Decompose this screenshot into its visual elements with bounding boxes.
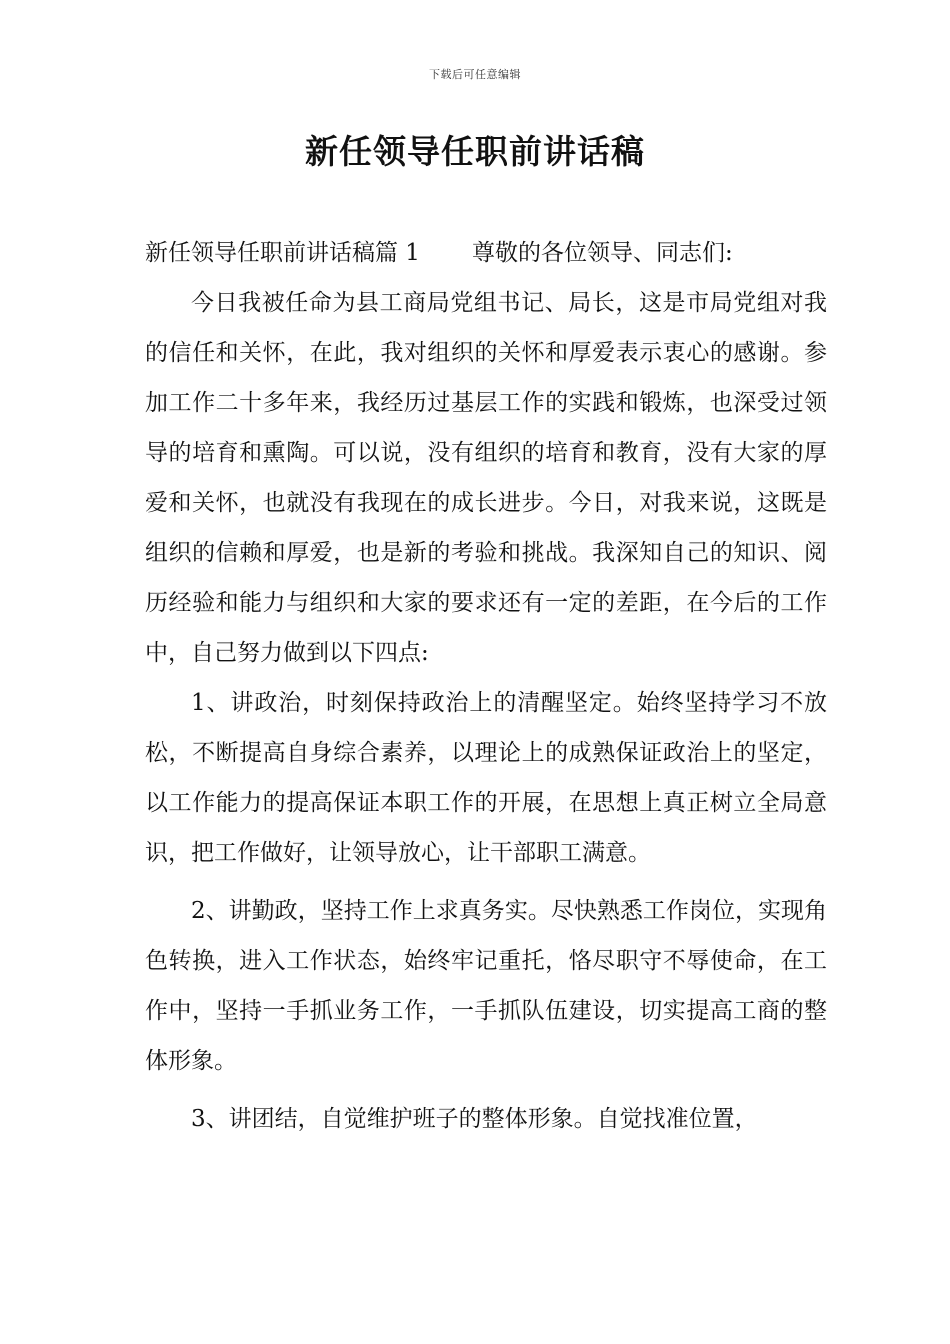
paragraph-point-2: 2、讲勤政，坚持工作上求真务实。尽快熟悉工作岗位，实现角色转换，进入工作状态，始终牢记重托，恪尽职守不辱使命，在工作中，坚持一手抓业务工作，一手抓队伍建设，切实提高工商的整体形象。 [145, 898, 827, 1074]
page-header-note: 下载后可任意编辑 [429, 68, 521, 81]
paragraph-point-3: 3、讲团结，自觉维护班子的整体形象。自觉找准位置， [191, 1106, 758, 1132]
paragraph-opening: 今日我被任命为县工商局党组书记、局长，这是市局党组对我的信任和关怀，在此，我对组织的关怀和厚爱表示衷心的感谢。参加工作二十多年来，我经历过基层工作的实践和锻炼，也深受过领导的培育和熏陶。可以说，没有组织的培育和教育，没有大家的厚爱和关怀，也就没有我现在的成长进步。今日，对我来说，这既是组织的信赖和厚爱，也是新的考验和挑战。我深知自己的知识、阅历经验和能力与组织和大家的要求还有一定的差距，在今后的工作中，自己努力做到以下四点: [145, 290, 827, 666]
salutation: 尊敬的各位领导、同志们: [471, 240, 733, 266]
document-body [145, 228, 827, 1144]
paragraph-point-1: 1、讲政治，时刻保持政治上的清醒坚定。始终坚持学习不放松，不断提高自身综合素养，以理论上的成熟保证政治上的坚定，以工作能力的提高保证本职工作的开展，在思想上真正树立全局意识，把工作做好，让领导放心，让干部职工满意。 [145, 690, 827, 866]
intro-label: 新任领导任职前讲话稿篇 1 [145, 240, 420, 266]
intro-line [145, 228, 827, 278]
document-title: 新任领导任职前讲话稿 [305, 132, 645, 171]
